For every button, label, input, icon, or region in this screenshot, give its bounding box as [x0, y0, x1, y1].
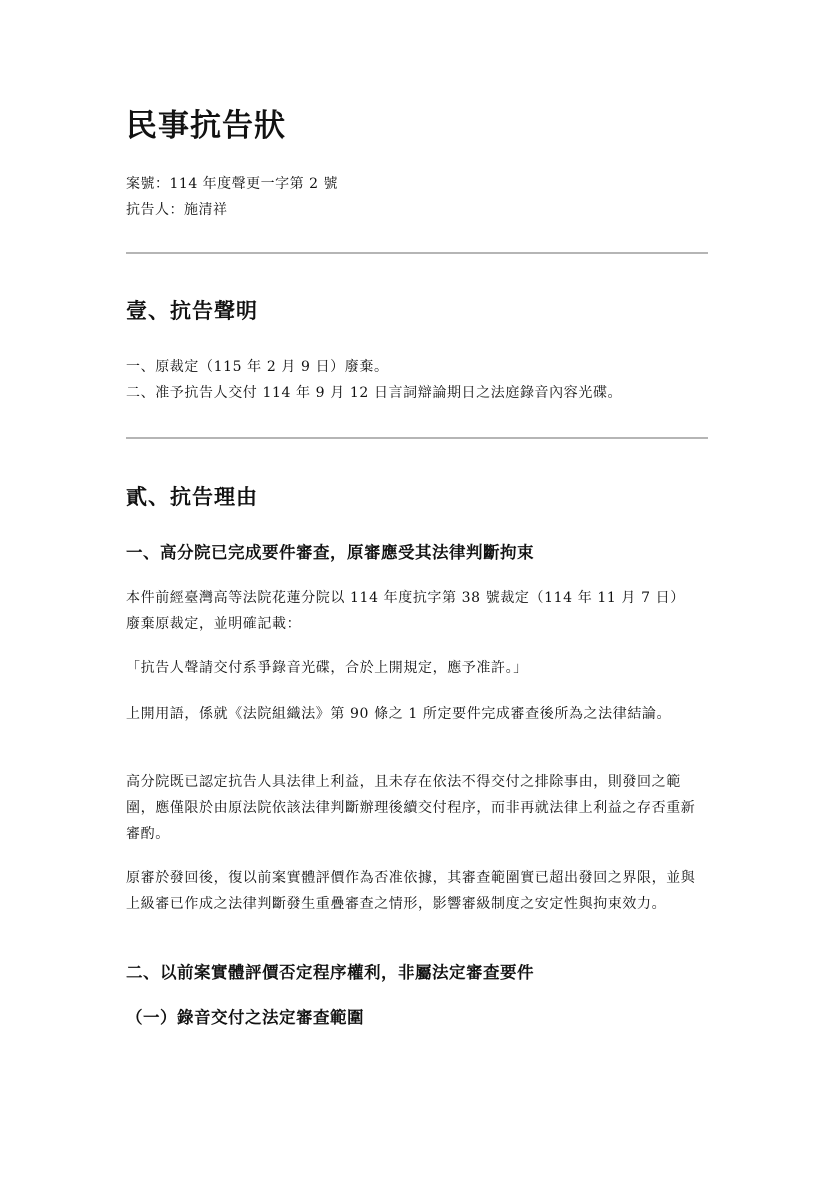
section-heading-reasons: 貳、抗告理由 — [126, 484, 258, 509]
section-heading-claims: 壹、抗告聲明 — [126, 298, 258, 323]
claim-item: 一、原裁定（115 年 2 月 9 日）廢棄。 — [126, 359, 389, 375]
section-divider — [126, 252, 708, 254]
body-paragraph: 上開用語，係就《法院組織法》第 90 條之 1 所定要件完成審查後所為之法律結論。 — [126, 706, 672, 722]
subsection-heading: 二、以前案實體評價否定程序權利，非屬法定審查要件 — [126, 963, 534, 982]
body-paragraph: 本件前經臺灣高等法院花蓮分院以 114 年度抗字第 38 號裁定（114 年 11 月 7 日）廢棄原裁定，並明確記載： — [126, 590, 685, 632]
section-divider — [126, 437, 708, 439]
subsubsection-heading: （一）錄音交付之法定審查範圍 — [126, 1008, 364, 1027]
subsection-heading: 一、高分院已完成要件審查，原審應受其法律判斷拘束 — [126, 543, 534, 562]
body-paragraph: 原審於發回後，復以前案實體評價作為否准依據，其審查範圍實已超出發回之界限，並與上級審已作成之法律判斷發生重疊審查之情形，影響審級制度之安定性與拘束效力。 — [126, 870, 696, 912]
document-title: 民事抗告狀 — [126, 108, 286, 144]
claim-item: 二、准予抗告人交付 114 年 9 月 12 日言詞辯論期日之法庭錄音內容光碟。 — [126, 385, 623, 401]
case-number: 案號：114 年度聲更一字第 2 號 — [126, 176, 338, 192]
quoted-paragraph: 「抗告人聲請交付系爭錄音光碟，合於上開規定，應予准許。」 — [126, 660, 528, 676]
body-paragraph: 高分院既已認定抗告人具法律上利益，且未存在依法不得交付之排除事由，則發回之範圍，應僅限於由原法院依該法律判斷辦理後續交付程序，而非再就法律上利益之存否重新審酌。 — [126, 774, 696, 842]
appellant-name: 抗告人：施清祥 — [126, 202, 228, 218]
